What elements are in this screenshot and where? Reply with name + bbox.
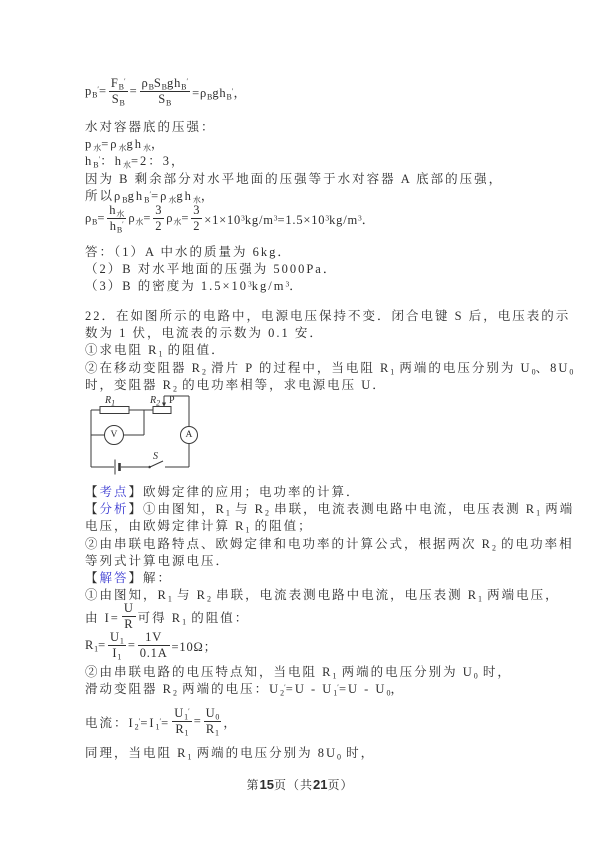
fraction-numerator: $\rho_BS_Bgh_B'$ <box>141 76 189 92</box>
bracket-open: 【 <box>85 485 100 499</box>
formula-pressure-b <box>85 76 247 107</box>
fraction-denominator: $S_B$ <box>140 91 191 107</box>
kaodian-text: 欧姆定律的应用；电功率的计算． <box>143 485 361 499</box>
label-ammeter: A <box>185 430 193 440</box>
question-line: 22．在如图所示的电路中，电源电压保持不变．闭合电键 S 后，电压表的示 <box>85 309 571 323</box>
section-fenxi-label: 分析 <box>99 502 129 517</box>
bracket-open: 【 <box>85 571 100 586</box>
fraction <box>122 601 136 632</box>
text-line: 滑动变阻器 $R_2$ 两端的电压：$U_2'=U - U_1'=U - U_0$， <box>85 682 405 698</box>
text-line: 所以$\rho_Bgh_B'=\rho_水gh_水$， <box>85 188 216 205</box>
formula-token: 可得 $R_1$ 的阻值： <box>137 610 250 626</box>
formula-current <box>85 706 237 737</box>
fraction <box>191 203 202 234</box>
solution22-text <box>85 664 525 698</box>
fraction-denominator: $S_B$ <box>109 91 128 107</box>
solution22-closing <box>85 745 525 762</box>
fraction-numerator: 3 <box>155 203 163 217</box>
fraction-denominator: $I_1$ <box>108 645 126 661</box>
label-r2: $R_2$ <box>150 395 161 408</box>
formula-token: 由 I= <box>85 610 120 625</box>
formula-token: $R_1=$ <box>85 638 106 654</box>
fraction-numerator: $U_1$ <box>110 630 124 646</box>
text-line: 等列式计算电源电压． <box>85 553 231 568</box>
circuit-diagram <box>82 392 212 487</box>
text-line: 同理，当电阻 $R_1$ 两端的电压分别为 $8U_0$ 时， <box>85 746 376 762</box>
fraction-denominator: 2 <box>155 219 163 233</box>
jieda-line <box>85 570 525 587</box>
label-voltmeter: V <box>110 430 118 440</box>
fraction-numerator: 3 <box>193 203 201 217</box>
fraction-denominator: $R_1$ <box>204 721 222 737</box>
formula-r1-value <box>85 630 217 661</box>
fraction-denominator: R <box>122 616 136 632</box>
text-line: $p_水=\rho_水gh_水$， <box>85 137 166 153</box>
text-line: ①由图知，$R_1$ 与 $R_2$ 串联，电流表测电路中电流，电压表测 $R_1$ 两端电压， <box>85 588 560 604</box>
formula-token: $\rho_水=$ <box>166 211 190 227</box>
fraction <box>153 203 164 234</box>
bracket-close: 】 <box>128 502 144 517</box>
text-line: 电压，由欧姆定律计算 $R_1$ 的阻值； <box>85 519 313 535</box>
fraction-numerator: $U_0$ <box>205 706 220 722</box>
fraction-denominator: 0.1A <box>139 646 168 660</box>
label-r1: $R_1$ <box>105 395 116 408</box>
text-line: 水对容器底的压强： <box>85 120 216 134</box>
solution21-answers <box>85 244 525 296</box>
fraction <box>140 76 191 107</box>
fraction-numerator: $U_1'$ <box>174 706 190 722</box>
footer-text: 第 <box>246 778 260 792</box>
fraction-numerator: $F_B'$ <box>110 76 126 92</box>
fraction <box>204 706 222 737</box>
footer-text: 页（共 <box>273 778 313 792</box>
analysis-sections <box>85 484 575 604</box>
formula-token: $\rho_B=$ <box>85 211 106 227</box>
bracket-close: 】 <box>128 571 144 586</box>
fraction <box>108 630 126 661</box>
section-kaodian-label: 考点 <box>99 485 129 499</box>
fraction <box>107 203 126 234</box>
formula-density-b <box>85 203 375 234</box>
question-line: 数为 1 伏，电流表的示数为 0.1 安． <box>85 326 324 341</box>
footer-page-number: 15 <box>259 777 274 792</box>
answer-line: （2）B 对水平地面的压强为 5000Pa． <box>85 262 338 277</box>
fenxi-text: ①由图知，$R_1$ 与 $R_2$ 串联，电流表测电路中电流，电压表测 $R_1$ 两端 <box>143 502 575 518</box>
formula-token: = <box>193 714 202 728</box>
footer-total-pages: 21 <box>313 777 328 792</box>
formula-token: $=\rho_Bgh_B'$， <box>192 85 247 101</box>
label-p: P <box>169 395 175 406</box>
fraction <box>109 76 128 107</box>
text-line: 因为 B 剩余部分对水平地面的压强等于水对容器 A 底部的压强， <box>85 171 504 186</box>
formula-ohms-law <box>85 601 249 632</box>
rheostat-r2 <box>153 407 171 414</box>
kaodian-line <box>85 484 525 501</box>
formula-token: = <box>127 638 136 652</box>
section-jieda-label: 解答 <box>99 571 129 586</box>
bracket-close: 】 <box>128 485 144 499</box>
formula-token: =10Ω； <box>171 639 217 654</box>
fraction <box>172 706 191 737</box>
solution21-text <box>85 119 525 205</box>
circuit-wires <box>82 392 212 487</box>
fenxi-line <box>85 501 575 518</box>
text-line: ②由串联电路特点、欧姆定律和电功率的计算公式，根据两次 $R_2$ 的电功率相 <box>85 536 574 553</box>
label-switch: S <box>153 451 158 462</box>
question-line: ②在移动变阻器 $R_2$ 滑片 P 的过程中，当电阻 $R_1$ 两端的电压分别为 $U_0$、$8U_0$ <box>85 360 574 377</box>
question-line: 时，变阻器 $R_2$ 的电功率相等，求电源电压 U． <box>85 377 387 394</box>
text-line: ②由串联电路的电压特点知，当电阻 $R_1$ 两端的电压分别为 $U_0$ 时， <box>85 665 512 681</box>
fraction-numerator: U <box>123 601 134 615</box>
fraction-numerator: $h_水$ <box>109 203 125 219</box>
formula-token: 电流：$I_2'=I_1'=$ <box>85 715 171 731</box>
formula-token: ， <box>223 715 237 730</box>
footer-text: 页） <box>327 778 354 792</box>
question-line: ①求电阻 $R_1$ 的阻值． <box>85 343 226 359</box>
resistor-r1 <box>100 407 129 414</box>
answer-line: 答：（1）A 中水的质量为 6kg． <box>85 245 292 259</box>
fraction-denominator: 2 <box>193 219 201 233</box>
text-line: $h_B'$：$h_水=2$：3， <box>85 154 186 170</box>
formula-token: $\times 1\times 10^3kg/m^3=1.5\times 10^3kg/m^3$． <box>204 212 376 227</box>
bracket-open: 【 <box>85 502 100 517</box>
fraction-denominator: $R_1$ <box>172 721 191 737</box>
question22-text <box>85 308 574 394</box>
fraction <box>138 630 170 661</box>
page-footer <box>0 776 600 793</box>
formula-token: $p_B'=$ <box>85 84 107 100</box>
jieda-text: 解： <box>143 571 173 586</box>
fraction-numerator: 1V <box>145 630 163 644</box>
formula-token: $\rho_水=$ <box>128 211 152 227</box>
fraction-denominator: $h_B'$ <box>107 218 126 234</box>
formula-token: = <box>129 84 138 98</box>
answer-line: （3）B 的密度为 $1.5\times 10^3kg/m^3$． <box>85 279 304 294</box>
